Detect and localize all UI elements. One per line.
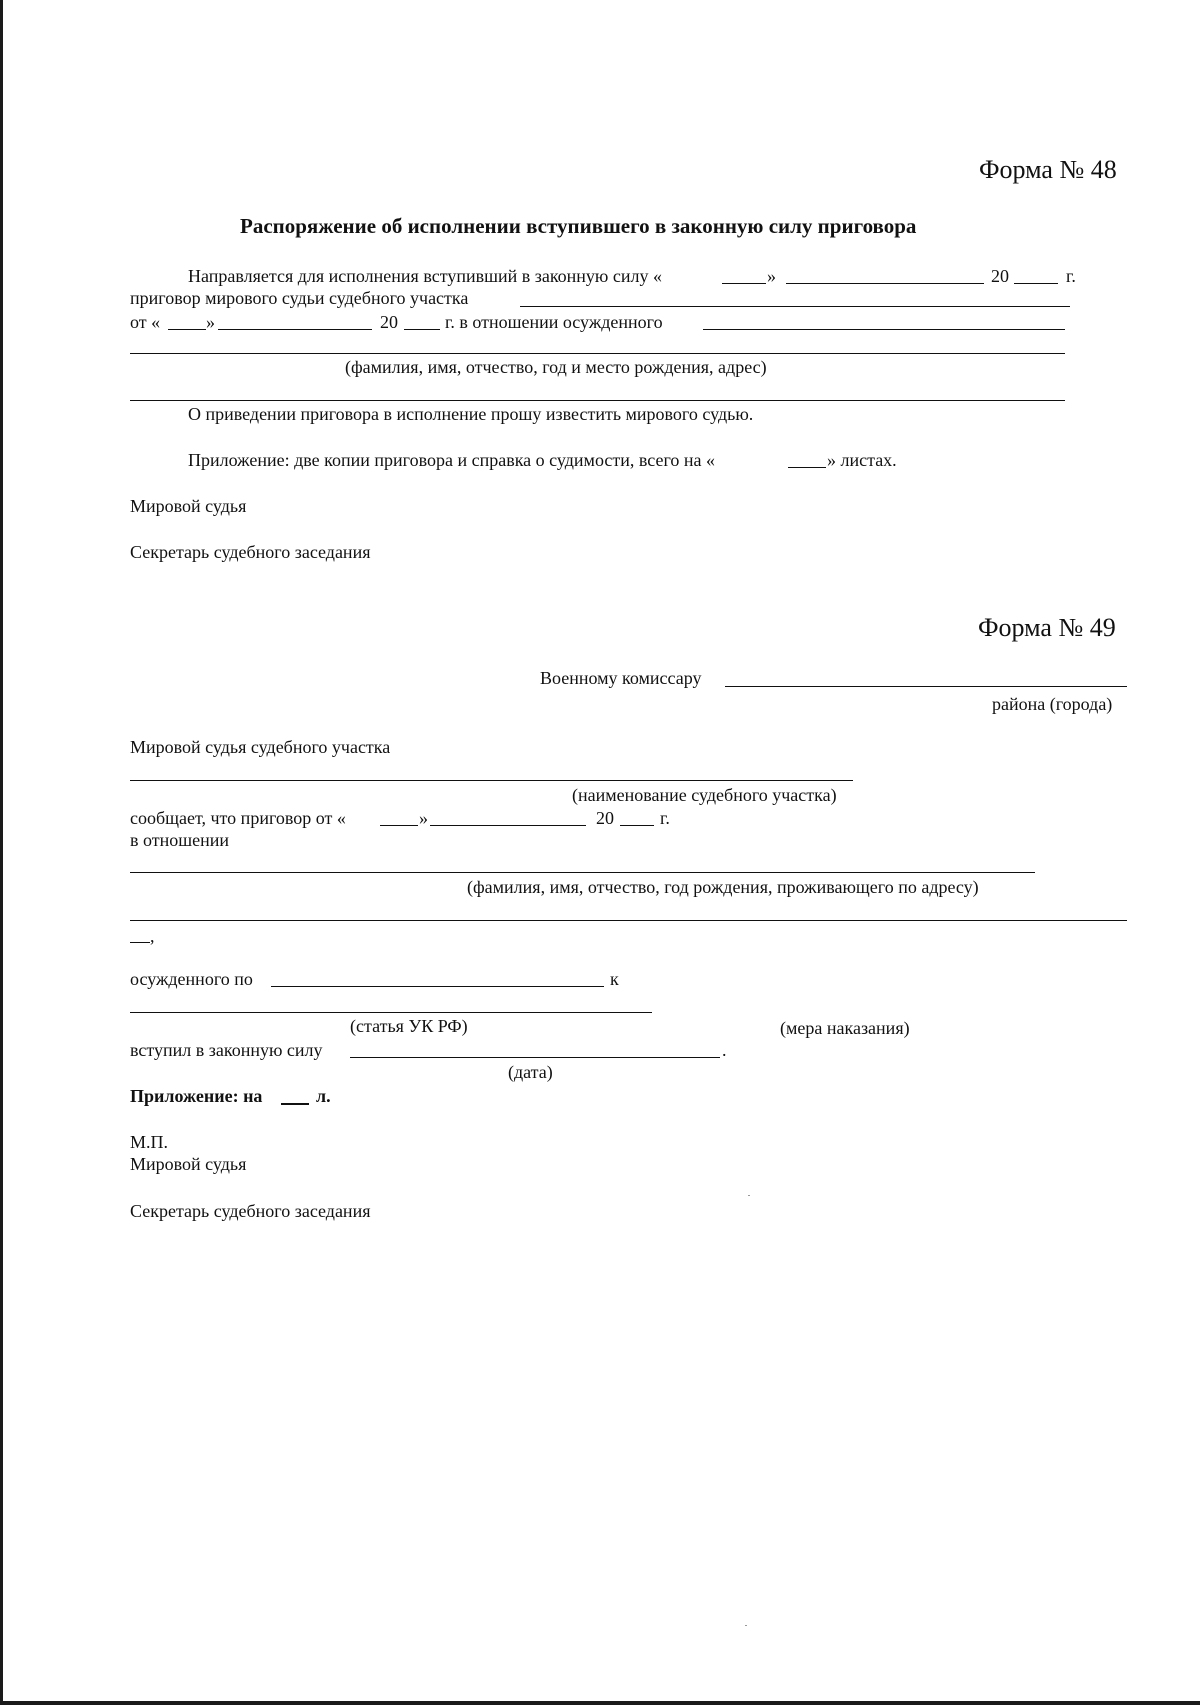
form-49-to: к	[610, 969, 619, 989]
form-48-person-field-2[interactable]	[130, 400, 1065, 401]
form-49-regarding: в отношении	[130, 830, 230, 850]
scan-speck	[748, 1195, 750, 1196]
form-49-comma: ,	[150, 926, 155, 946]
scan-speck	[745, 1625, 747, 1626]
scan-edge-left	[0, 0, 3, 1705]
form-49-convicted-by: осужденного по	[130, 969, 253, 989]
form-49-quote-close: »	[419, 808, 428, 828]
form-48-convicted-field[interactable]	[703, 329, 1065, 330]
form-49-punishment-field[interactable]	[130, 1012, 652, 1013]
form-49-person-field[interactable]	[130, 872, 1035, 873]
form-49-year-suffix: г.	[660, 808, 670, 828]
form-48-secretary-label: Секретарь судебного заседания	[130, 542, 371, 562]
form-49-period: .	[722, 1040, 727, 1060]
form-48-from-text: от «	[130, 312, 161, 332]
form-48-notify-text: О приведении приговора в исполнение прошу известить мирового судью.	[188, 404, 754, 424]
form-49-reports-text: сообщает, что приговор от «	[130, 808, 346, 828]
form-49-judge-label: Мировой судья	[130, 1154, 247, 1174]
form-49-address-field[interactable]	[130, 920, 1127, 921]
form-48-convicted-text: г. в отношении осужденного	[445, 312, 663, 332]
form-48-year-field[interactable]	[1014, 283, 1058, 284]
form-48-month-field[interactable]	[786, 283, 984, 284]
form-48-quote-close: »	[767, 266, 776, 286]
form-48-number: Форма № 48	[979, 155, 1117, 184]
form-49-date-field[interactable]	[350, 1057, 720, 1058]
form-49-addressee: Военному комиссару	[540, 668, 702, 688]
form-49-article-field[interactable]	[271, 986, 604, 987]
form-49-judge-of: Мировой судья судебного участка	[130, 737, 391, 757]
form-49-number: Форма № 49	[978, 613, 1116, 642]
form-49-sheets-suffix: л.	[316, 1086, 331, 1106]
form-49-person-caption: (фамилия, имя, отчество, год рождения, проживающего по адресу)	[467, 877, 979, 897]
form-49-commissar-field[interactable]	[725, 686, 1127, 687]
form-49-court-caption: (наименование судебного участка)	[572, 785, 837, 805]
form-48-year-suffix: г.	[1066, 266, 1076, 286]
form-49-month-field[interactable]	[430, 825, 586, 826]
form-48-court-field[interactable]	[520, 306, 1070, 307]
form-49-court-field[interactable]	[130, 780, 853, 781]
form-48-title: Распоряжение об исполнении вступившего в законную силу приговора	[240, 214, 917, 238]
form-48-person-caption: (фамилия, имя, отчество, год и место рождения, адрес)	[345, 357, 767, 377]
form-49-entered-force: вступил в законную силу	[130, 1040, 323, 1060]
form-48-sheets-suffix: » листах.	[827, 450, 897, 470]
form-49-seal: М.П.	[130, 1132, 169, 1152]
form-49-year-field[interactable]	[620, 825, 654, 826]
form-48-person-field[interactable]	[130, 353, 1065, 354]
form-49-punishment-caption: (мера наказания)	[780, 1018, 910, 1038]
form-48-judge-label: Мировой судья	[130, 496, 247, 516]
form-48-year-prefix: 20	[991, 266, 1009, 286]
form-49-article-caption: (статья УК РФ)	[350, 1016, 468, 1036]
form-48-day2-field[interactable]	[168, 329, 206, 330]
form-48-month2-field[interactable]	[218, 329, 372, 330]
form-48-line1-text: Направляется для исполнения вступивший в законную силу «	[188, 266, 662, 286]
form-49-attachment-text: Приложение: на	[130, 1086, 263, 1106]
form-49-district-caption: района (города)	[992, 694, 1113, 714]
form-48-attachment-text: Приложение: две копии приговора и справка о судимости, всего на «	[188, 450, 716, 470]
form-48-year2-field[interactable]	[404, 329, 440, 330]
form-49-day-field[interactable]	[380, 825, 418, 826]
scan-edge-bottom	[0, 1701, 1200, 1705]
form-49-secretary-label: Секретарь судебного заседания	[130, 1201, 371, 1221]
form-48-year2-prefix: 20	[380, 312, 398, 332]
form-49-year-prefix: 20	[596, 808, 614, 828]
form-48-sheets-field[interactable]	[788, 467, 826, 468]
form-48-line2-text: приговор мирового судьи судебного участка	[130, 288, 469, 308]
form-49-sheets-field[interactable]	[281, 1103, 309, 1105]
form-49-address-end-field[interactable]	[130, 942, 150, 943]
form-48-day-field[interactable]	[722, 283, 766, 284]
form-49-date-caption: (дата)	[508, 1062, 553, 1082]
form-48-quote2-close: »	[206, 312, 215, 332]
